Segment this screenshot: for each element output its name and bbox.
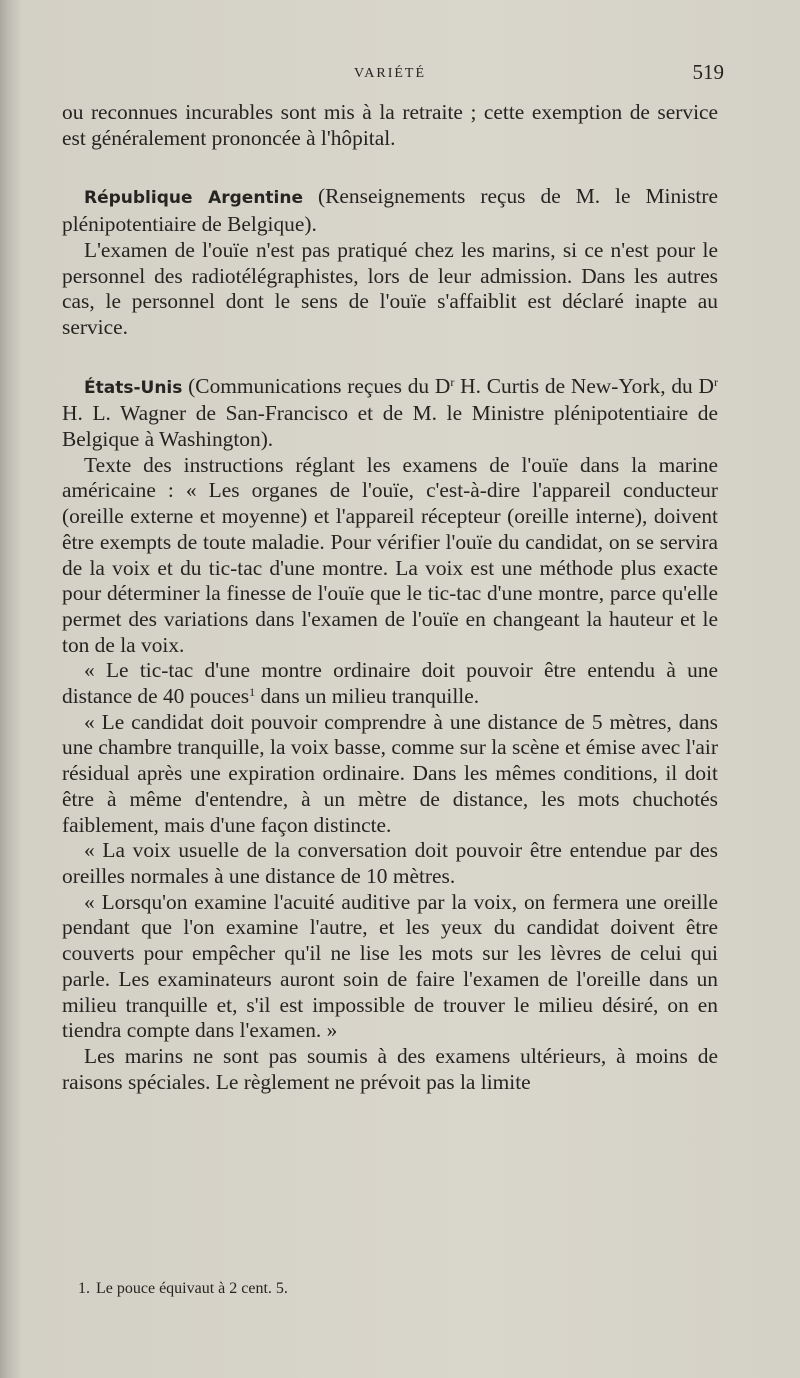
page-number: 519 <box>692 60 724 84</box>
superscript-dr-2: r <box>714 374 719 389</box>
paragraph-sailors: Les marins ne sont pas soumis à des examens ultérieurs, à moins de raisons spéciales. Le règlement ne prévoit pas la limite <box>62 1043 718 1094</box>
page-header <box>62 60 724 90</box>
paragraph-usa <box>62 374 718 453</box>
watch-tick-text: « Le tic-tac d'une montre ordinaire doit pouvoir être entendu à une distance de 40 pouces <box>62 658 718 709</box>
country-heading-usa: États-Unis <box>84 377 183 398</box>
paragraph-argentine-details: L'examen de l'ouïe n'est pas pratiqué chez les marins, si ce n'est pour le personnel des radiotélégraphistes, lors de leur admission. Dans les autres cas, le personnel dont le sens de l'ouïe s'affaiblit est déclaré inapte au service. <box>62 237 718 339</box>
body-text <box>62 100 718 1095</box>
footnote-text: Le pouce équivaut à 2 cent. 5. <box>96 1280 288 1297</box>
paragraph-continuation: ou reconnues incurables sont mis à la retraite ; cette exemption de service est généralement prononcée à l'hôpital. <box>62 100 718 150</box>
paragraph-watch-tick <box>62 658 718 709</box>
paragraph-low-voice: « Le candidat doit pouvoir comprendre à une distance de 5 mètres, dans une chambre tranquille, la voix basse, comme sur la scène et émise avec l'air résidual après une expiration ordinaire. Dans les mêmes conditions, il doit être à même d'entendre, à un mètre de distance, les mots chuchotés faiblement, mais d'une façon distincte. <box>62 709 718 837</box>
superscript-dr-1: r <box>450 374 455 389</box>
argentine-source: (Renseignements reçus de M. le Ministre plénipotentiaire de Belgique). <box>62 184 718 237</box>
running-title: VARIÉTÉ <box>353 66 427 81</box>
usa-source-part-3: H. L. Wagner de San-Francisco et de M. le Ministre plénipotentiaire de Belgique à Washington). <box>62 401 718 452</box>
usa-source-part-1: (Communications reçues du D <box>182 373 451 398</box>
watch-tick-text-end: dans un milieu tranquille. <box>255 684 480 709</box>
country-heading-argentine: République Argentine <box>84 188 304 209</box>
footnote <box>78 1280 288 1298</box>
paragraph-instructions: Texte des instructions réglant les examens de l'ouïe dans la marine américaine : « Les organes de l'ouïe, c'est-à-dire l'appareil conducteur (oreille externe et moyenne) et l'appareil récepteur (oreille interne), doivent être exempts de toute maladie. Pour vérifier l'ouïe du candidat, on se servira de la voix et du tic-tac d'une montre. La voix est une méthode plus exacte pour déterminer la finesse de l'ouïe que le tic-tac d'une montre, parce qu'elle permet des variations dans l'examen de l'ouïe en changeant la hauteur et le ton de la voix. <box>62 452 718 657</box>
usa-source-part-2: H. Curtis de New-York, du D <box>454 373 715 398</box>
paragraph-usual-voice: « La voix usuelle de la conversation doit pouvoir être entendue par des oreilles normales à une distance de 10 mètres. <box>62 838 718 888</box>
paragraph-argentine <box>62 184 718 237</box>
paragraph-examination-method: « Lorsqu'on examine l'acuité auditive par la voix, on fermera une oreille pendant que l'on examine l'autre, et les yeux du candidat doivent être couverts pour empêcher qu'il ne lise les mots sur les lèvres de celui qui parle. Les examinateurs auront soin de faire l'examen de l'oreille dans un milieu tranquille et, s'il est impossible de trouver le milieu désiré, on en tiendra compte dans l'examen. » <box>62 889 718 1043</box>
footnote-reference: 1 <box>249 685 256 700</box>
footnote-number: 1. <box>78 1280 90 1297</box>
